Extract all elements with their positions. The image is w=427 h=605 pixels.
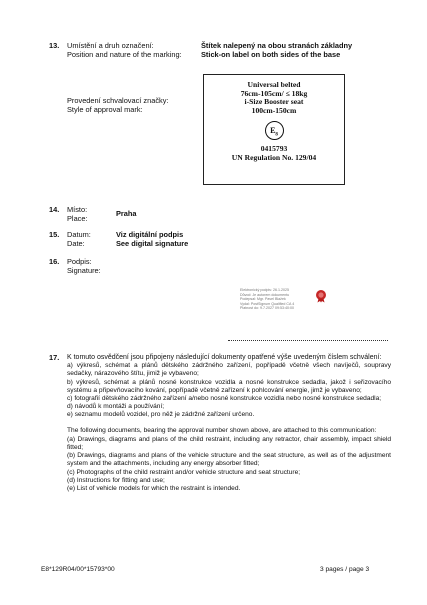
item15-value-cs: Viz digitální podpis [116, 230, 184, 239]
item15-label-en: Date: [67, 239, 85, 248]
footer-reference: E8*129R04/00*15793*00 [41, 566, 115, 573]
item17-item-d-cs: d) návodů k montáži a používání; [67, 403, 165, 411]
item17-item-b-en: (b) Drawings, diagrams and plans of the vehicle structure and the seat structure, as well as of the adjustment system and the attachments, including any energy absorber fitted; [67, 452, 391, 468]
approval-mark-box [203, 74, 345, 185]
item15-number: 15. [49, 230, 60, 239]
signature-line3: Podepsal: Mgr. Pavel Blažek [240, 297, 286, 302]
item15-value-en: See digital signature [116, 239, 189, 248]
approval-number: 0415793 [260, 144, 288, 154]
e-mark-letter: E [270, 126, 276, 136]
item17-intro-en: The following documents, bearing the approval number shown above, are attached to this communication: [67, 426, 377, 434]
item13-label-en: Position and nature of the marking: [67, 50, 182, 59]
item14-value: Praha [116, 209, 137, 218]
item17-content [67, 354, 391, 493]
item15-label-cs: Datum: [67, 230, 91, 239]
item16-label-en: Signature: [67, 266, 101, 275]
item17-item-c-en: (c) Photographs of the child restraint and/or vehicle structure and seat structure; [67, 468, 301, 476]
e-mark-circle [265, 121, 284, 140]
approval-mark-line1: Universal belted [247, 80, 301, 89]
e-mark-number: 8 [275, 132, 278, 138]
signature-line5: Platnost do: 9.7.2027 09:53:40:00 [240, 306, 294, 311]
item13-label-cs: Umístění a druh označení: [67, 41, 154, 50]
signature-line1: Elektronický podpis: 26.1.2025 [240, 288, 289, 292]
item13-number: 13. [49, 41, 60, 50]
seal-icon [314, 289, 328, 303]
item17-item-e-en: (e) List of vehicle models for which the restraint is intended. [67, 485, 241, 493]
item17-item-e-cs: e) seznamu modelů vozidel, pro něž je zádržné zařízení určeno. [67, 411, 255, 419]
style-label-cs: Provedení schvalovací značky: [67, 96, 169, 105]
item14-number: 14. [49, 205, 60, 214]
item13-value-en: Stick-on label on both sides of the base [201, 50, 341, 59]
footer-pages: 3 pages / page 3 [320, 566, 370, 573]
item17-item-c-cs: c) fotografií dětského zádržného zařízení a/nebo nosné konstrukce vozidla nebo nosné konstrukce sedadla; [67, 395, 382, 403]
regulation-number: UN Regulation No. 129/04 [231, 152, 317, 162]
item17-item-a-cs: a) výkresů, schémat a plánů dětského zádržného zařízení, popřípadě včetně všech navíječů, soupravy sedačky, nárazového štítu, jimiž je vybaveno; [67, 362, 391, 378]
item17-intro-cs: K tomuto osvědčení jsou připojeny následující dokumenty opatřené výše uvedeným číslem schválení: [67, 354, 382, 361]
item14-label-en: Place: [67, 214, 88, 223]
signature-line2: Důvod: Je autorem dokumentu [240, 292, 290, 297]
item13-value-cs: Štítek nalepený na obou stranách základny [201, 41, 353, 50]
item16-number: 16. [49, 257, 60, 266]
signature-line4: Vydal: PostSignum Qualified CA 4 [240, 301, 295, 306]
approval-mark-line3: i-Size Booster seat [244, 97, 304, 107]
item14-label-cs: Místo: [67, 205, 88, 214]
item17-number: 17. [49, 353, 60, 362]
item16-label-cs: Podpis: [67, 257, 92, 266]
item17-item-a-en: (a) Drawings, diagrams and plans of the child restraint, including any retractor, chair assembly, impact shield fitted; [67, 435, 391, 452]
item17-item-b-cs: b) výkresů, schémat a plánů nosné konstrukce vozidla a nosné konstrukce sedadla, jakož i seřizovacího systému a připevňovacího kování, popřípadě včetně zařízení k pohlcování energie, jimž je vybaveno; [67, 378, 391, 394]
approval-mark-line4: 100cm-150cm [251, 105, 297, 115]
signature-line [228, 340, 388, 341]
item17-item-d-en: (d) Instructions for fitting and use; [67, 476, 165, 484]
style-label-en: Style of approval mark: [67, 105, 143, 114]
approval-mark-line2: 76cm-105cm/ ≤ 18kg [240, 88, 308, 98]
